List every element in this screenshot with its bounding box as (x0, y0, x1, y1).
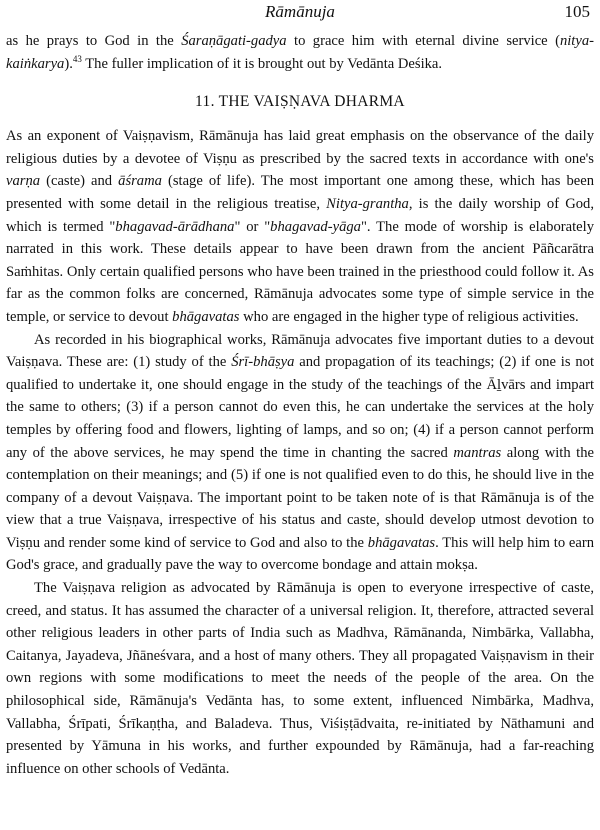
intro-text-4: The fuller implication of it is brought out by Vedānta Deśika. (81, 55, 443, 72)
p2-italic-1: Śrī-bhāṣya (231, 354, 295, 371)
intro-text-3: ). (64, 55, 73, 72)
p2-text-2: and propagation of its teachings; (2) if one is not qualified to undertake it, one should engage in the study of the teachings of the Āḻvārs and impart the same to others; (3) if a person cannot do even this, he can undertake the services at the holy temples by offering food and flowers, lighting of lamps, and so on; (4) if a person cannot perform any of the above services, he may spend the time in chanting the sacred (6, 354, 594, 461)
running-head (6, 0, 594, 26)
p1-italic-1: varṇa (6, 173, 41, 190)
p1-text-3: (stage of life). The most important one among these, which has been presented with some detail in the religious treatise, (6, 173, 594, 212)
p1-text-2: (caste) and (40, 173, 119, 190)
p2-text-1: As recorded in his biographical works, Rāmānuja advocates five important duties to a devout Vaiṣṇava. These are: (1) study of the (6, 331, 594, 371)
p2-italic-3: bhāgavatas (367, 534, 436, 551)
intro-paragraph (6, 30, 594, 75)
p1-text-6: ". The mode of worship is elaborately narrated in this work. These details appear to have been drawn from the ancient Pāñcarātra Saṁhitas. Only certain qualified persons who have been trained in the priesthood could follow it. As far as the common folks are concerned, Rāmānuja advocates some type of simple service in the temple, or service to devout (6, 218, 594, 325)
intro-text-1: as he prays to God in the (6, 33, 182, 49)
page-number: 105 (564, 2, 590, 21)
paragraph-3 (6, 577, 594, 780)
paragraph-1 (6, 125, 594, 328)
intro-text-2: to grace him with eternal divine service ( (286, 33, 560, 49)
p1-text-4: , is the daily worship of God, which is termed " (6, 195, 594, 235)
section-heading: 11. THE VAIṢṆAVA DHARMA (195, 93, 405, 111)
p1-italic-4: bhagavad-ārādhana (115, 218, 235, 235)
p2-italic-2: mantras (453, 444, 502, 461)
p2-text-4: . This will help him to earn God's grace, and gradually pave the way to overcome bondage and attain mokṣa. (6, 534, 595, 574)
p1-italic-2: āśrama (118, 173, 162, 190)
p2-text-3: along with the contemplation on their meanings; and (5) if one is not qualified even to do this, he should live in the company of a devout Vaiṣṇava. The important point to be taken note of is that Rāmānuja is of the view that a true Vaiṣṇava, irrespective of his status and caste, should develop utmost devotion to Viṣṇu and render some kind of service to God and also to the (6, 444, 594, 551)
intro-italic-1: Śaraṇāgati-gadya (181, 33, 287, 49)
p3-text-1: The Vaiṣṇava religion as advocated by Rāmānuja is open to everyone irrespective of caste, creed, and status. It has assumed the character of a universal religion. It, therefore, attracted several other religious leaders in other parts of India such as Madhva, Rāmānanda, Nimbārka, Vallabha, Caitanya, Jayadeva, Jñāneśvara, and a host of many others. They all propagated Vaiṣṇavism in their own regions with some modifications to meet the needs of the people of the area. On the philosophical side, Rāmānuja's Vedānta has, to some extent, influenced Nimbārka, Madhva, Vallabha, Śrīpati, Śrīkaṇṭha, and Baladeva. Thus, Viśiṣṭādvaita, re-initiated by Nāthamuni and presented by Yāmuna in his works, and further expounded by Rāmānuja, had a far-reaching influence on other schools of Vedānta. (6, 580, 594, 777)
p1-italic-5: bhagavad-yāga (270, 218, 361, 235)
running-head-title: Rāmānuja (265, 2, 335, 21)
p1-italic-3: Nitya-grantha (326, 195, 409, 212)
paragraph-2 (6, 329, 594, 578)
p1-text-7: who are engaged in the higher type of religious activities. (239, 308, 579, 325)
p1-text-1: As an exponent of Vaiṣṇavism, Rāmānuja has laid great emphasis on the observance of the daily religious duties by a devotee of Viṣṇu as prescribed by the sacred texts in accordance with one's (6, 128, 594, 167)
footnote-ref-43: 43 (72, 53, 82, 64)
p1-italic-6: bhāgavatas (172, 308, 240, 325)
intro-italic-2: nitya-kaiṅkarya (6, 33, 594, 72)
p1-text-5: " or " (234, 218, 271, 235)
